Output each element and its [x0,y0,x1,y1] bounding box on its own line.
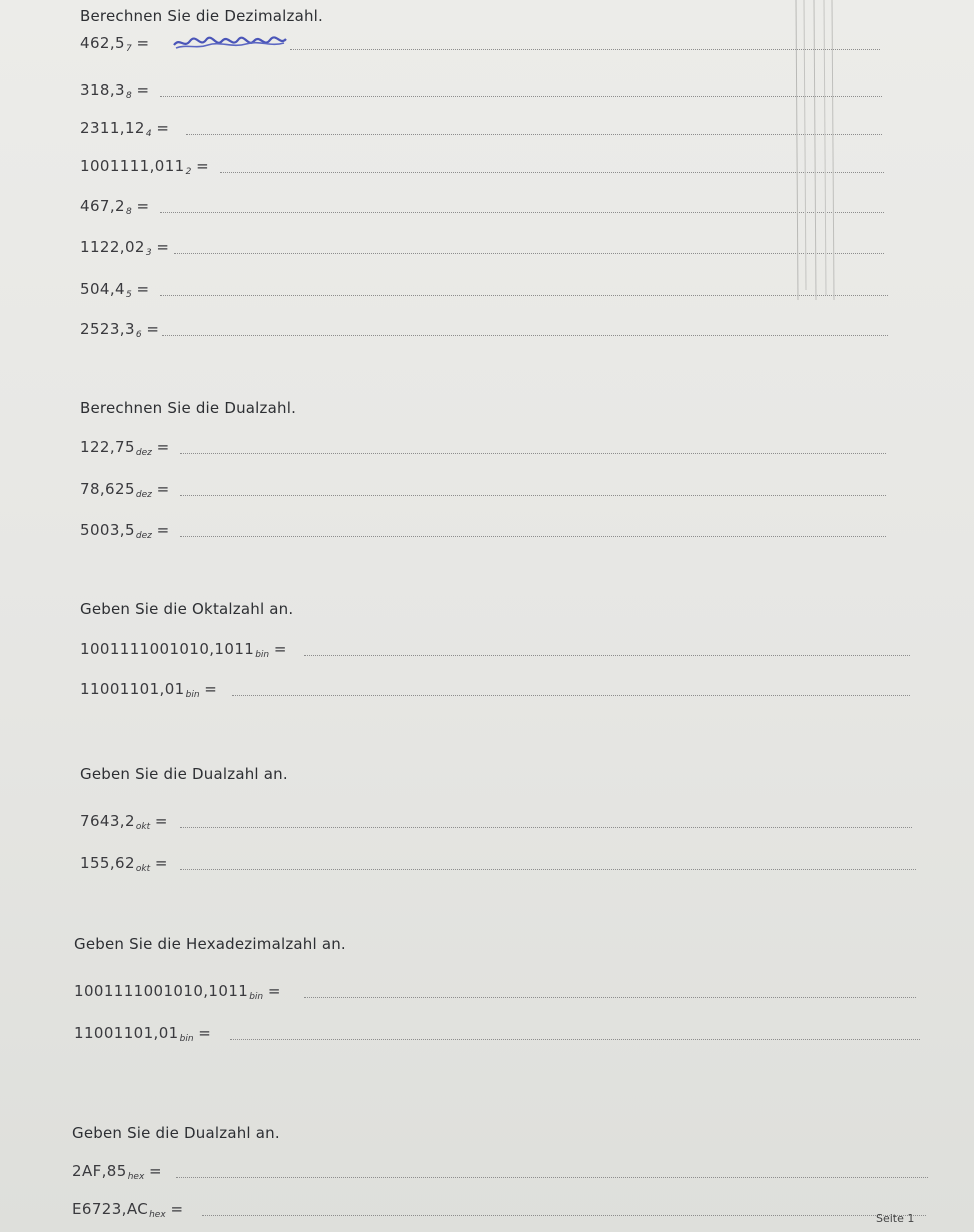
exercise-row [80,117,880,141]
exercise-expression: $7643,2_{okt}$ = [80,812,168,832]
answer-line [176,1177,928,1178]
exercise-row [74,980,924,1004]
section-6-heading: Geben Sie die Dualzahl an. [72,1124,280,1142]
answer-line [180,453,886,454]
exercise-expression: $1001111001010,1011_{bin}$ = [80,640,287,660]
answer-line [160,96,882,97]
exercise-row [80,638,910,662]
exercise-row [74,1022,924,1046]
answer-line [290,49,880,50]
exercise-expression: $11001101,01_{bin}$ = [74,1024,211,1044]
answer-line [160,295,888,296]
answer-line [220,172,884,173]
section-4-heading: Geben Sie die Dualzahl an. [80,765,288,783]
answer-line [180,827,912,828]
exercise-expression: $504,4_5$ = [80,280,150,300]
exercise-row [72,1198,932,1222]
exercise-row [80,278,890,302]
page-number: Seite 1 [876,1212,915,1225]
exercise-row [80,478,890,502]
exercise-row [80,155,880,179]
exercise-expression: $155,62_{okt}$ = [80,854,168,874]
answer-line [180,495,886,496]
handwritten-answer [172,36,288,50]
answer-line [180,869,916,870]
exercise-expression: $1001111,011_2$ = [80,157,209,177]
exercise-expression: $2AF,85_{hex}$ = [72,1162,162,1182]
answer-line [232,695,910,696]
answer-line [160,212,884,213]
section-3-heading: Geben Sie die Oktalzahl an. [80,600,294,618]
exercise-row [80,32,880,56]
exercise-expression: $467,2_8$ = [80,197,150,217]
answer-line [174,253,884,254]
section-2-heading: Berechnen Sie die Dualzahl. [80,399,297,417]
exercise-row [72,1160,932,1184]
exercise-expression: $E6723,AC_{hex}$ = [72,1200,184,1220]
exercise-expression: $2311,12_4$ = [80,119,169,139]
answer-line [304,655,910,656]
exercise-row [80,678,910,702]
exercise-expression: $78,625_{dez}$ = [80,480,170,500]
answer-line [230,1039,920,1040]
exercise-expression: $462,5_7$ = [80,34,150,54]
exercise-row [80,852,910,876]
exercise-row [80,436,890,460]
section-1-heading: Berechnen Sie die Dezimalzahl. [80,7,324,25]
exercise-expression: $5003,5_{dez}$ = [80,521,170,541]
answer-line [186,134,882,135]
exercise-row [80,79,880,103]
answer-line [202,1215,926,1216]
section-5-heading: Geben Sie die Hexadezimalzahl an. [74,935,346,953]
exercise-row [80,195,880,219]
exercise-row [80,810,910,834]
exercise-expression: $2523,3_6$ = [80,320,159,340]
exercise-row [80,318,890,342]
answer-line [180,536,886,537]
answer-line [304,997,916,998]
exercise-expression: $1001111001010,1011_{bin}$ = [74,982,281,1002]
exercise-expression: $1122,02_3$ = [80,238,169,258]
exercise-row [80,236,880,260]
answer-line [162,335,888,336]
exercise-expression: $11001101,01_{bin}$ = [80,680,217,700]
exercise-expression: $318,3_8$ = [80,81,150,101]
exercise-expression: $122,75_{dez}$ = [80,438,170,458]
exercise-row [80,519,890,543]
